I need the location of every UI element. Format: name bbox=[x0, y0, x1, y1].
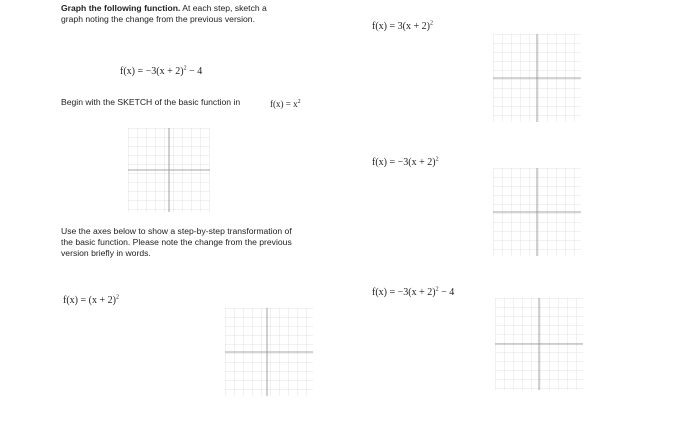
instructions-bold: Graph the following function. bbox=[61, 3, 181, 13]
step-2-axes[interactable] bbox=[493, 34, 581, 122]
step-3-function: $f(x) = -3(x + 2)^2$ bbox=[372, 156, 439, 168]
basic-function-prompt: Begin with the SKETCH of the basic function in bbox=[61, 97, 241, 107]
step-4-axes[interactable] bbox=[495, 298, 583, 390]
step-instructions: Use the axes below to show a step-by-step transformation of the basic function. Please note the change from the previous version briefly in words. bbox=[61, 226, 292, 258]
basic-function-formula: $f(x) = x^2$ bbox=[270, 99, 301, 109]
step-3-axes[interactable] bbox=[493, 168, 581, 256]
basic-axes[interactable] bbox=[128, 128, 210, 212]
instructions-rest: At each step, sketch a bbox=[180, 3, 267, 13]
step-1-axes[interactable] bbox=[225, 308, 313, 396]
main-function: $f(x) = -3(x + 2)^2 - 4$ bbox=[120, 65, 203, 77]
step-1-function: $f(x) = (x + 2)^2$ bbox=[63, 294, 119, 306]
step-2-function: $f(x) = 3(x + 2)^2$ bbox=[372, 20, 433, 32]
step-4-function: $f(x) = -3(x + 2)^2 - 4$ bbox=[372, 286, 455, 298]
instructions bbox=[61, 3, 331, 25]
instructions-line2: graph noting the change from the previous version. bbox=[61, 14, 255, 24]
